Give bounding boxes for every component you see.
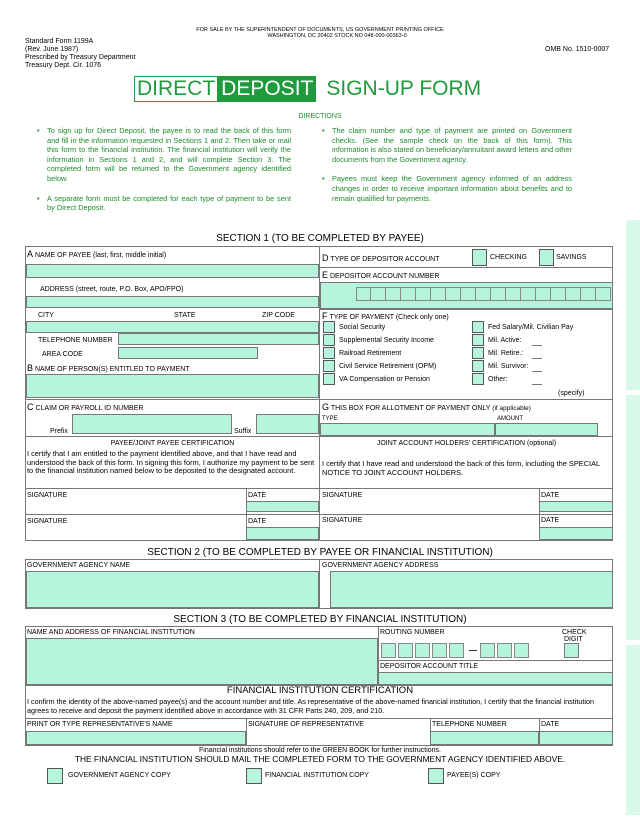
agency-copy-label: GOVERNMENT AGENCY COPY	[68, 772, 171, 779]
payment-option: Supplemental Security Income	[339, 337, 434, 344]
rep-signature-label: SIGNATURE OF REPRESENTATIVE	[248, 721, 364, 728]
check-digit-box[interactable]	[564, 643, 579, 658]
prescribed-by: Prescribed by Treasury Department	[25, 54, 136, 61]
col-divider	[319, 559, 320, 609]
account-digit-box[interactable]	[431, 287, 446, 301]
fi-copy-label: FINANCIAL INSTITUTION COPY	[265, 772, 369, 779]
direction-item: • Payees must keep the Government agency informed of an address changes in order to receive important information about benefits and to remain qualified for payments.	[320, 174, 572, 203]
account-digit-box[interactable]	[371, 287, 386, 301]
fi-copy-checkbox[interactable]	[246, 768, 262, 784]
agency-name-input[interactable]	[26, 571, 319, 608]
checking-label: CHECKING	[490, 254, 527, 261]
area-code-input[interactable]	[118, 347, 258, 359]
address-input[interactable]	[26, 296, 319, 308]
prefix-label: Prefix	[50, 428, 68, 435]
print-name-label: PRINT OR TYPE REPRESENTATIVE'S NAME	[27, 721, 173, 728]
account-digit-box[interactable]	[401, 287, 416, 301]
routing-digit-box[interactable]	[480, 643, 495, 658]
account-digit-box[interactable]	[581, 287, 596, 301]
depositor-title-label: DEPOSITOR ACCOUNT TITLE	[380, 663, 479, 670]
letter-d: D	[322, 253, 329, 263]
letter-a: A	[27, 249, 34, 259]
blank-line	[532, 384, 542, 385]
page-title	[134, 75, 481, 102]
fi-telephone-label: TELEPHONE NUMBER	[432, 721, 507, 728]
claim-suffix-input[interactable]	[256, 414, 319, 434]
directions-right	[320, 126, 572, 213]
city-state-zip-input[interactable]	[26, 321, 319, 333]
fi-cert-text: I confirm the identity of the above-named payee(s) and the account number and title. As representative of the above-named financial institution, I certify that the financial institution agrees to receive and deposit the payment identified above in accordance with 31 CFR Parts 240, 209, and 210.	[27, 697, 594, 715]
fi-date-label: DATE	[541, 721, 560, 728]
savings-label: SAVINGS	[556, 254, 587, 261]
payee-copy-checkbox[interactable]	[428, 768, 444, 784]
payment-checkbox[interactable]	[323, 321, 335, 333]
field-f-label	[322, 312, 449, 321]
date-label-2: DATE	[248, 518, 267, 525]
section2-title: SECTION 2 (TO BE COMPLETED BY PAYEE OR FINANCIAL INSTITUTION)	[147, 547, 493, 558]
routing-digit-box[interactable]	[415, 643, 430, 658]
payment-checkbox[interactable]	[472, 347, 484, 359]
form-revision: (Rev. June 1987)	[25, 46, 79, 53]
title-deposit: DEPOSIT	[218, 76, 316, 102]
blank-line	[532, 345, 542, 346]
payment-checkbox[interactable]	[323, 373, 335, 385]
mail-instruction: THE FINANCIAL INSTITUTION SHOULD MAIL THE COMPLETED FORM TO THE GOVERNMENT AGENCY IDENTIFIED ABOVE.	[74, 754, 566, 764]
state-label: STATE	[174, 312, 196, 319]
signature-label: SIGNATURE	[27, 492, 68, 499]
account-digit-box[interactable]	[491, 287, 506, 301]
letter-b: B	[27, 363, 34, 373]
payment-checkbox[interactable]	[472, 321, 484, 333]
payment-option: Fed Salary/Mil. Civilian Pay	[488, 324, 574, 331]
side-strip	[626, 220, 640, 390]
allotment-note: (if applicable)	[492, 405, 531, 412]
print-name-input[interactable]	[26, 731, 246, 745]
field-g-label	[322, 403, 531, 413]
direction-item: • To sign up for Direct Deposit, the payee is to read the back of this form and fill in the information requested in Sections 1 and 2. Then take or mail this form to the financial institution. The financial institution will verify the information in Sections 1 and 2, and will complete Section 3. The completed form will be returned to the Government agency identified below.	[35, 126, 291, 184]
side-strip	[626, 395, 640, 640]
section1-title: SECTION 1 (TO BE COMPLETED BY PAYEE)	[216, 233, 424, 244]
account-digit-box[interactable]	[596, 287, 611, 301]
allotment-label: THIS BOX FOR ALLOTMENT OF PAYMENT ONLY	[330, 405, 491, 412]
joint-cert-text: I certify that I have read and understood the back of this form, including the SPECIAL NOTICE TO JOINT ACCOUNT HOLDERS.	[322, 459, 600, 477]
agency-name-label: GOVERNMENT AGENCY NAME	[27, 562, 131, 569]
blank-line	[532, 371, 542, 372]
area-code-label: AREA CODE	[42, 351, 83, 358]
col-divider	[246, 718, 247, 746]
row-divider	[25, 718, 613, 719]
row-divider	[319, 399, 613, 400]
payment-option: Railroad Retirement	[339, 350, 402, 357]
row-divider	[25, 488, 613, 489]
payment-checkbox[interactable]	[323, 334, 335, 346]
payment-option: Mil. Active:	[488, 337, 522, 344]
account-digit-box[interactable]	[461, 287, 476, 301]
blank-line	[532, 358, 542, 359]
allotment-type-input[interactable]	[320, 423, 495, 436]
address-label: ADDRESS (street, route, P.O. Box, APO/FPO)	[40, 286, 184, 293]
payment-type-label: TYPE OF PAYMENT (Check only one)	[329, 314, 449, 321]
routing-digit-box[interactable]	[497, 643, 512, 658]
fi-telephone-input[interactable]	[430, 731, 539, 745]
green-book-note: Financial institutions should refer to the GREEN BOOK for further instructions.	[199, 747, 441, 754]
title-rest: SIGN-UP FORM	[326, 77, 482, 100]
claim-id-label: CLAIM OR PAYROLL ID NUMBER	[35, 405, 144, 412]
routing-digit-box[interactable]	[432, 643, 447, 658]
payment-option: VA Compensation or Pension	[339, 376, 430, 383]
specify-label: (specify)	[558, 390, 585, 397]
check-digit-label-1: CHECK	[562, 629, 587, 636]
payee-copy-label: PAYEE(S) COPY	[447, 772, 501, 779]
account-digit-box[interactable]	[566, 287, 581, 301]
section3-title: SECTION 3 (TO BE COMPLETED BY FINANCIAL INSTITUTION)	[173, 614, 467, 625]
account-digit-box[interactable]	[446, 287, 461, 301]
account-number-label: DEPOSITOR ACCOUNT NUMBER	[329, 273, 440, 280]
amount-label: AMOUNT	[497, 416, 523, 422]
payee-name-input[interactable]	[26, 264, 319, 278]
fi-date-input[interactable]	[539, 731, 613, 745]
payment-checkbox[interactable]	[323, 360, 335, 372]
account-number-boxes[interactable]	[356, 287, 611, 301]
account-digit-box[interactable]	[356, 287, 371, 301]
directions-heading: DIRECTIONS	[298, 113, 342, 120]
name-of-payee-label: NAME OF PAYEE (last, first, middle initial)	[34, 252, 167, 259]
joint-date-label: DATE	[541, 492, 560, 499]
account-digit-box[interactable]	[386, 287, 401, 301]
type-label: TYPE	[322, 416, 338, 422]
row-divider	[25, 514, 613, 515]
city-label: CITY	[38, 312, 54, 319]
joint-cert-title: JOINT ACCOUNT HOLDERS' CERTIFICATION (optional)	[376, 440, 557, 447]
account-digit-box[interactable]	[506, 287, 521, 301]
row-divider	[25, 399, 320, 400]
payment-option: Civil Service Retirement (OPM)	[339, 363, 437, 370]
direction-item: • A separate form must be completed for each type of payment to be sent by Direct Deposit.	[35, 194, 291, 213]
joint-date-input[interactable]	[539, 501, 613, 512]
routing-number-boxes[interactable]	[381, 643, 531, 658]
for-sale-line2: WASHINGTON, DC 20402 STOCK NO 048-000-00363-0	[267, 33, 407, 39]
joint-signature-label-2: SIGNATURE	[322, 517, 363, 524]
account-digit-box[interactable]	[551, 287, 566, 301]
savings-checkbox[interactable]	[539, 249, 554, 266]
check-digit-label-2: DIGIT	[564, 636, 583, 643]
joint-signature-label: SIGNATURE	[322, 492, 363, 499]
joint-date-input-2[interactable]	[539, 527, 613, 540]
depositor-title-input[interactable]	[378, 672, 613, 685]
letter-e: E	[322, 270, 329, 280]
account-digit-box[interactable]	[521, 287, 536, 301]
directions-left	[35, 126, 291, 223]
routing-digit-box[interactable]	[514, 643, 529, 658]
fi-cert-title: FINANCIAL INSTITUTION CERTIFICATION	[226, 685, 414, 696]
row-divider	[319, 309, 613, 310]
routing-label: ROUTING NUMBER	[380, 629, 445, 636]
letter-f: F	[322, 311, 328, 321]
payment-option: Mil. Retire.:	[488, 350, 524, 357]
field-c-label	[27, 403, 143, 412]
account-digit-box[interactable]	[536, 287, 551, 301]
fi-name-input[interactable]	[26, 638, 378, 685]
field-d-label	[322, 254, 440, 263]
agency-address-label: GOVERNMENT AGENCY ADDRESS	[322, 562, 439, 569]
payment-option: Other:	[488, 376, 508, 383]
payment-option: Mil. Survivor:	[488, 363, 529, 370]
routing-digit-box[interactable]	[398, 643, 413, 658]
payee-cert-title: PAYEE/JOINT PAYEE CERTIFICATION	[110, 440, 235, 447]
routing-digit-box[interactable]	[381, 643, 396, 658]
for-sale-line1: FOR SALE BY THE SUPERINTENDENT OF DOCUMENTS, US GOVERNMENT PRINTING OFFICE	[196, 27, 444, 33]
telephone-label: TELEPHONE NUMBER	[38, 337, 113, 344]
treasury-circular: Treasury Dept. Cir. 1076	[25, 62, 101, 69]
depositor-type-label: TYPE OF DEPOSITOR ACCOUNT	[330, 256, 440, 263]
agency-address-input[interactable]	[330, 571, 613, 608]
account-digit-box[interactable]	[476, 287, 491, 301]
telephone-input[interactable]	[118, 333, 319, 345]
routing-digit-box[interactable]	[449, 643, 464, 658]
payee-cert-text: I certify that I am entitled to the payment identified above, and that I have read and understood the back of this form. In signing this form, I authorize my payment to be sent to the financial institution named below to be deposited to the designated account.	[27, 449, 315, 476]
form-number: Standard Form 1199A	[25, 38, 94, 45]
title-direct: DIRECT	[134, 76, 218, 102]
payee-date-input-2[interactable]	[246, 527, 319, 540]
signature-label-2: SIGNATURE	[27, 518, 68, 525]
fi-name-label: NAME AND ADDRESS OF FINANCIAL INSTITUTION	[27, 629, 195, 636]
field-a-label	[27, 250, 166, 259]
claim-number-input[interactable]	[72, 414, 232, 434]
joint-date-label-2: DATE	[541, 517, 560, 524]
omb-number: OMB No. 1510-0007	[545, 46, 610, 53]
payment-checkbox[interactable]	[323, 347, 335, 359]
field-b-label	[27, 364, 190, 373]
row-divider	[378, 660, 613, 661]
routing-dash	[466, 643, 480, 658]
date-label: DATE	[248, 492, 267, 499]
checking-checkbox[interactable]	[472, 249, 487, 266]
row-divider	[25, 436, 613, 437]
allotment-amount-input[interactable]	[495, 423, 598, 436]
field-e-label	[322, 271, 439, 280]
suffix-label: Suffix	[234, 428, 252, 435]
entitled-person-label: NAME OF PERSON(S) ENTITLED TO PAYMENT	[34, 366, 190, 373]
payment-option: Social Security	[339, 324, 386, 331]
payment-checkbox[interactable]	[472, 373, 484, 385]
side-strip	[626, 645, 640, 815]
direction-item: • The claim number and type of payment are printed on Government checks. (See the sample check on the back of this form). This information is also stated on beneficiary/annuitant award letters and other documents from the Government agency.	[320, 126, 572, 164]
row-divider	[319, 267, 613, 268]
payment-checkbox[interactable]	[472, 360, 484, 372]
entitled-person-input[interactable]	[26, 374, 319, 398]
agency-copy-checkbox[interactable]	[47, 768, 63, 784]
letter-c: C	[27, 402, 34, 412]
payee-date-input[interactable]	[246, 501, 319, 512]
zip-label: ZIP CODE	[262, 312, 295, 319]
letter-g: G	[322, 402, 330, 412]
payment-checkbox[interactable]	[472, 334, 484, 346]
account-digit-box[interactable]	[416, 287, 431, 301]
